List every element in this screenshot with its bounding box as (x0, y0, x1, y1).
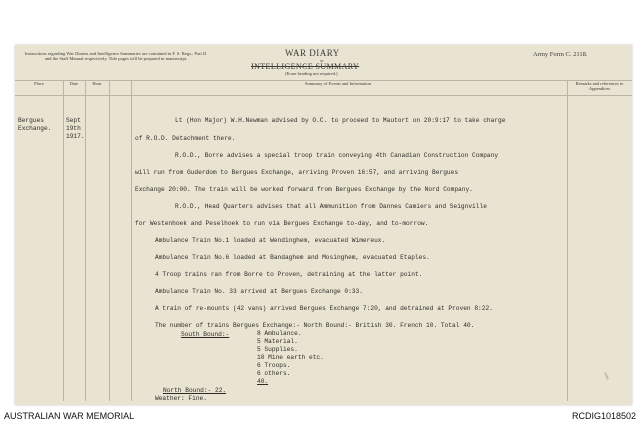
col-place: Place (34, 81, 44, 86)
divider (567, 81, 568, 401)
weather-note: Weather: Fine. (155, 395, 207, 402)
summary-line: of R.O.D. Detachment there. (135, 135, 236, 142)
archive-reference: RCDIG1018502 (571, 411, 636, 421)
south-bound-item: 8 Ambulance. (257, 330, 302, 337)
summary-line: for Westenhoek and Peselhoek to run via Bergues Exchange to-day, and to-morrow. (135, 220, 429, 227)
summary-line: Exchange 20:00. The train will be worked forward from Bergues Exchange by the Nord Company. (135, 186, 473, 193)
summary-line: R.O.D., Head Quarters advises that all Ammunition from Dannes Camiers and Seignville (175, 203, 487, 210)
col-summary: Summary of Events and Information (305, 81, 371, 86)
diary-page (15, 45, 632, 405)
instructions-note: Instructions regarding War Diaries and Intelligence Summaries are contained in F. S. Regs., Part II. and the Staff Manual respectively. Title pages will be prepared in manuscript. (24, 51, 208, 62)
divider (63, 81, 64, 401)
north-bound-total: North Bound:- 22. (163, 387, 227, 394)
summary-line: Ambulance Train No. 33 arrived at Bergues Exchange 0:33. (155, 288, 363, 295)
entry-date: 19th (66, 125, 81, 132)
title-or: or (320, 58, 324, 63)
signature-mark: ⁄⁄ (601, 372, 612, 380)
south-bound-label: South Bound:- (181, 331, 230, 338)
page-title: WAR DIARY (285, 48, 340, 58)
divider (131, 81, 132, 401)
summary-line: will run from Guderdom to Bergues Exchange, arriving Proven 16:57, and arriving Bergues (135, 169, 459, 176)
col-remarks: Remarks and references to Appendices (575, 81, 624, 91)
erase-note: (Erase heading not required.) (285, 71, 338, 76)
south-bound-item: 6 Troops. (257, 362, 291, 369)
summary-line: Lt (Hon Major) W.H.Newman advised by O.C. to proceed to Mautort on 20:9:17 to take charge (175, 117, 506, 124)
header-rule-bottom (15, 95, 632, 96)
archive-credit: AUSTRALIAN WAR MEMORIAL (4, 411, 135, 421)
col-hour: Hour (92, 81, 102, 86)
page-subtitle: INTELLIGENCE SUMMARY (251, 62, 360, 71)
south-bound-item: 5 Supplies. (257, 346, 298, 353)
summary-line: R.O.D., Borre advises a special troop train conveying 4th Canadian Construction Company (175, 152, 499, 159)
divider (85, 81, 86, 401)
divider (109, 81, 110, 401)
south-bound-total: 40. (257, 378, 269, 385)
south-bound-item: 10 Mine earth etc. (257, 354, 324, 361)
summary-line: The number of trains Bergues Exchange:- North Bound:- British 30. French 10. Total 40. (155, 322, 475, 329)
summary-line: Ambulance Train No.1 loaded at Wendinghem, evacuated Wimereux. (155, 237, 386, 244)
south-bound-item: 6 others. (257, 370, 291, 377)
form-number: Army Form C. 2118. (533, 51, 588, 58)
summary-line: 4 Troop trains ran from Borre to Proven, detraining at the latter point. (155, 271, 423, 278)
col-date: Date (69, 81, 79, 86)
entry-place: Exchange. (18, 125, 52, 132)
summary-line: Ambulance Train No.6 loaded at Bandaghem and Mosinghem, evacuated Etaples. (155, 254, 430, 261)
south-bound-item: 5 Material. (257, 338, 298, 345)
entry-place: Bergues (18, 117, 44, 124)
summary-line: A train of re-mounts (42 vans) arrived Bergues Exchange 7:20, and detrained at Proven 8:22. (155, 305, 493, 312)
entry-date: 1917. (66, 133, 85, 140)
entry-date: Sept (66, 117, 81, 124)
